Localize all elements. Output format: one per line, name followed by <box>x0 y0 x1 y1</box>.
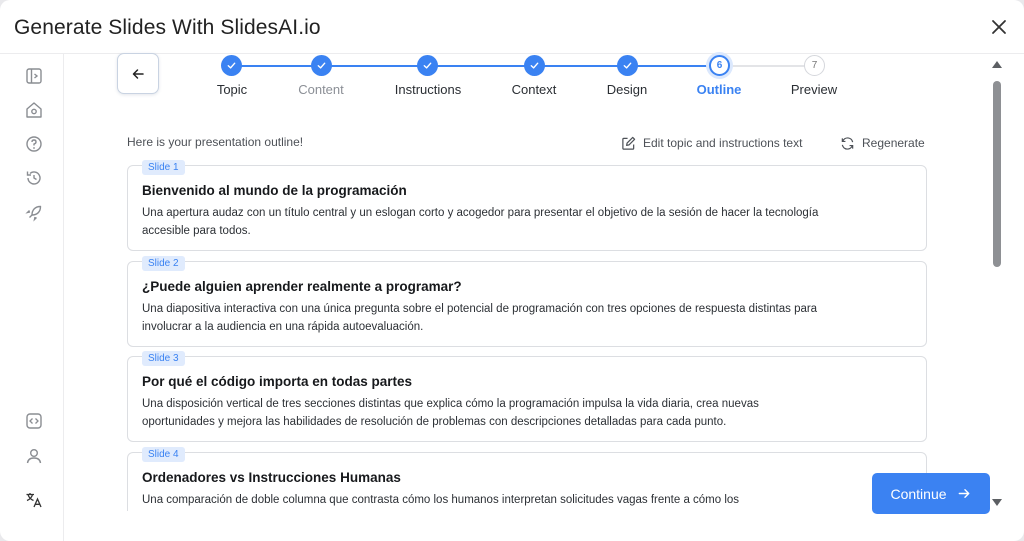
outline-heading: Here is your presentation outline! <box>127 135 304 149</box>
stepper-remaining-line <box>730 65 806 67</box>
sidebar <box>0 54 64 541</box>
continue-button[interactable] <box>872 473 990 514</box>
sidebar-item-language[interactable] <box>24 490 44 510</box>
step-1-circle[interactable] <box>221 55 242 76</box>
arrow-right-icon <box>957 486 972 501</box>
help-icon <box>24 134 44 154</box>
close-button[interactable] <box>988 16 1010 38</box>
check-icon <box>529 60 540 71</box>
edit-icon <box>621 136 636 151</box>
scrollbar[interactable] <box>990 56 1004 511</box>
step-6-circle[interactable]: 6 <box>709 55 730 76</box>
scroll-down-arrow-icon[interactable] <box>992 499 1002 506</box>
step-1-label[interactable]: Topic <box>216 82 248 97</box>
title-bar <box>0 0 1024 54</box>
step-2-circle[interactable] <box>311 55 332 76</box>
step-7-label[interactable]: Preview <box>790 82 838 97</box>
check-icon <box>622 60 633 71</box>
step-5-circle[interactable] <box>617 55 638 76</box>
progress-stepper <box>0 54 1024 104</box>
sidebar-item-help[interactable] <box>24 134 44 154</box>
slide-title: Bienvenido al mundo de la programación <box>142 183 407 198</box>
slide-description: Una diapositiva interactiva con una única pregunta sobre el potencial de programación con tres opciones de respuesta distintas para involucrar a la audiencia en una rápida autoevaluación. <box>142 303 818 333</box>
sidebar-item-launch[interactable] <box>24 203 44 223</box>
slide-card-2[interactable] <box>127 258 927 347</box>
slide-description: Una disposición vertical de tres secciones distintas que explica cómo la programación impulsa la vida diaria, crea nuevas oportunidades y mejora las habilidades de resolución de problemas con descripciones detalladas para cada punto. <box>142 398 759 428</box>
slide-badge: Slide 4 <box>142 447 185 462</box>
refresh-icon <box>840 136 855 151</box>
sidebar-item-history[interactable] <box>24 168 44 188</box>
check-icon <box>226 60 237 71</box>
sidebar-item-embed[interactable] <box>24 411 44 431</box>
regenerate-label: Regenerate <box>862 136 925 150</box>
step-4-label[interactable]: Context <box>511 82 557 97</box>
code-icon <box>24 411 44 431</box>
slide-badge: Slide 3 <box>142 351 185 366</box>
dialog-title: Generate Slides With SlidesAI.io <box>14 16 321 39</box>
step-5-label[interactable]: Design <box>606 82 648 97</box>
check-icon <box>422 60 433 71</box>
slide-title: Ordenadores vs Instrucciones Humanas <box>142 470 401 485</box>
slide-badge: Slide 2 <box>142 256 185 271</box>
outline-slide-list <box>64 155 990 511</box>
slide-description: Una apertura audaz con un título central y un eslogan corto y acogedor para presentar el objetivo de la sesión de hacer la tecnología accesible para todos. <box>142 207 819 237</box>
history-icon <box>24 168 44 188</box>
scroll-up-arrow-icon[interactable] <box>992 61 1002 68</box>
edit-topic-label: Edit topic and instructions text <box>643 136 803 150</box>
sidebar-item-account[interactable] <box>24 446 44 466</box>
step-2-label[interactable]: Content <box>298 82 344 97</box>
step-3-label[interactable]: Instructions <box>394 82 462 97</box>
scrollbar-thumb[interactable] <box>993 81 1001 267</box>
step-3-circle[interactable] <box>417 55 438 76</box>
slide-title: Por qué el código importa en todas partes <box>142 374 413 389</box>
user-icon <box>24 446 44 466</box>
step-7-circle[interactable]: 7 <box>804 55 825 76</box>
slide-badge: Slide 1 <box>142 160 185 175</box>
regenerate-button[interactable] <box>840 134 925 152</box>
slide-card-1[interactable] <box>127 162 927 251</box>
slide-card-3[interactable] <box>127 353 927 442</box>
edit-topic-button[interactable] <box>621 134 802 152</box>
continue-label: Continue <box>890 485 947 502</box>
slide-title: ¿Puede alguien aprender realmente a programar? <box>142 279 462 294</box>
check-icon <box>316 60 327 71</box>
step-6-label[interactable]: Outline <box>696 82 742 97</box>
slide-card-4[interactable] <box>127 449 927 511</box>
rocket-icon <box>24 203 44 223</box>
translate-icon <box>24 490 44 510</box>
step-4-circle[interactable] <box>524 55 545 76</box>
close-icon <box>988 16 1010 38</box>
slide-description: Una comparación de doble columna que contrasta cómo los humanos interpretan solicitudes vagas frente a cómo los <box>142 494 740 506</box>
